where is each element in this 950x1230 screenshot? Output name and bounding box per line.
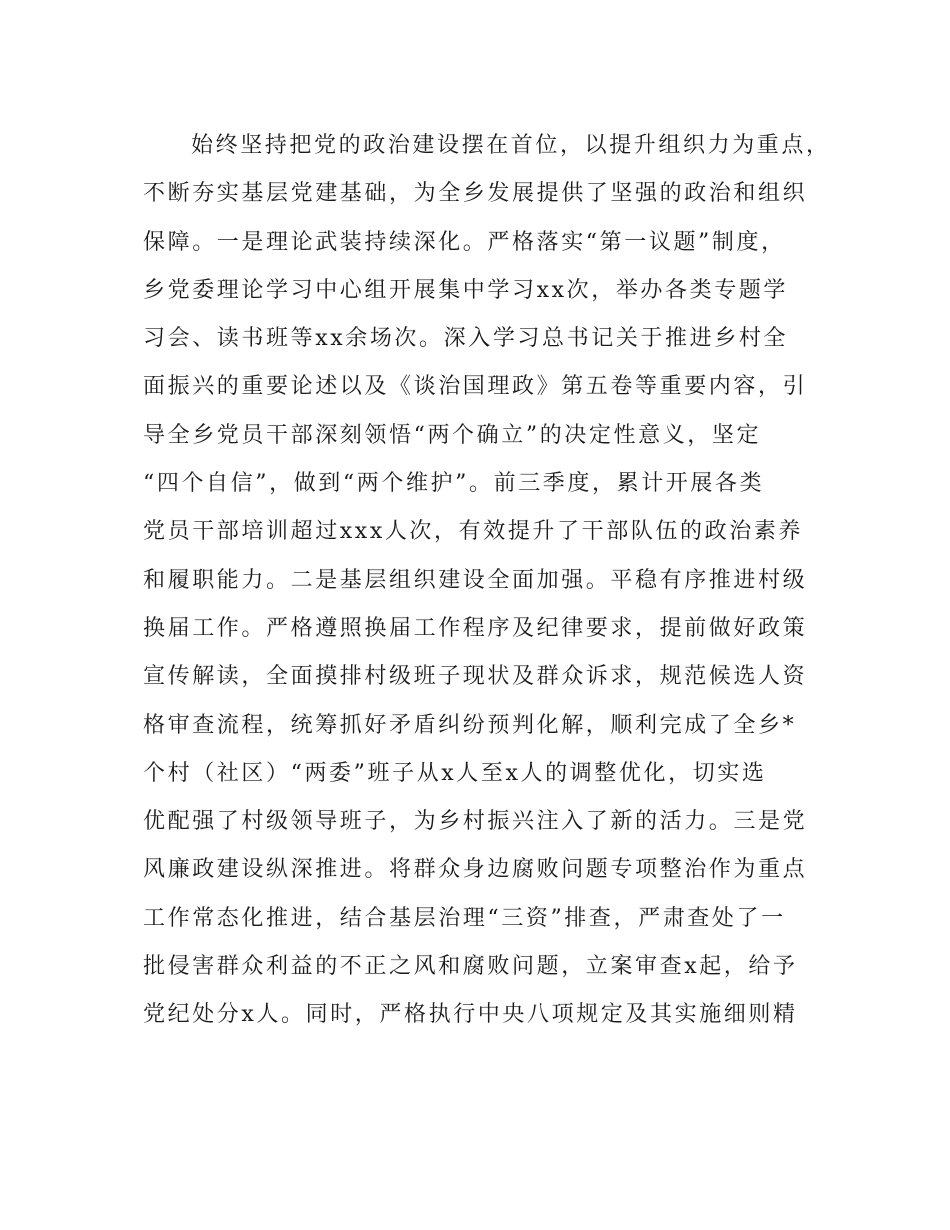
text-line-2: 不断夯实基层党建基础，为全乡发展提供了坚强的政治和组织: [143, 181, 808, 207]
text-line-19: 党纪处分x人。同时，严格执行中央八项规定及其实施细则精: [143, 1002, 798, 1028]
text-line-16: 风廉政建设纵深推进。将群众身边腐败问题专项整治作为重点: [143, 857, 808, 883]
text-line-6: 面振兴的重要论述以及《谈治国理政》第五卷等重要内容，引: [143, 374, 808, 400]
text-line-17: 工作常态化推进，结合基层治理“三资”排查，严肃查处了一: [143, 905, 786, 931]
text-line-4: 乡党委理论学习中心组开展集中学习xx次，举办各类专题学: [143, 277, 789, 303]
text-line-14: 个村（社区）“两委”班子从x人至x人的调整优化，切实选: [143, 760, 767, 786]
text-line-1: 始终坚持把党的政治建设摆在首位，以提升组织力为重点，: [191, 133, 831, 158]
text-line-7: 导全乡党员干部深刻领悟“两个确立”的决定性意义，坚定: [143, 422, 762, 448]
text-line-5: 习会、读书班等xx余场次。深入学习总书记关于推进乡村全: [143, 326, 789, 352]
text-line-10: 和履职能力。二是基层组织建设全面加强。平稳有序推进村级: [143, 567, 808, 593]
text-line-3: 保障。一是理论武装持续深化。严格落实“第一议题”制度，: [143, 229, 786, 255]
text-line-15: 优配强了村级领导班子，为乡村振兴注入了新的活力。三是党: [143, 809, 808, 835]
text-line-13: 格审查流程，统筹抓好矛盾纠纷预判化解，顺利完成了全乡*: [143, 712, 797, 738]
text-line-12: 宣传解读，全面摸排村级班子现状及群众诉求，规范候选人资: [143, 664, 808, 690]
body-paragraph: [143, 122, 833, 1040]
text-line-8: “四个自信”，做到“两个维护”。前三季度，累计开展各类: [143, 471, 765, 497]
text-line-11: 换届工作。严格遵照换届工作程序及纪律要求，提前做好政策: [143, 615, 808, 641]
text-line-9: 党员干部培训超过xxx人次，有效提升了干部队伍的政治素养: [143, 519, 804, 545]
text-line-18: 批侵害群众利益的不正之风和腐败问题，立案审查x起，给予: [143, 954, 798, 980]
